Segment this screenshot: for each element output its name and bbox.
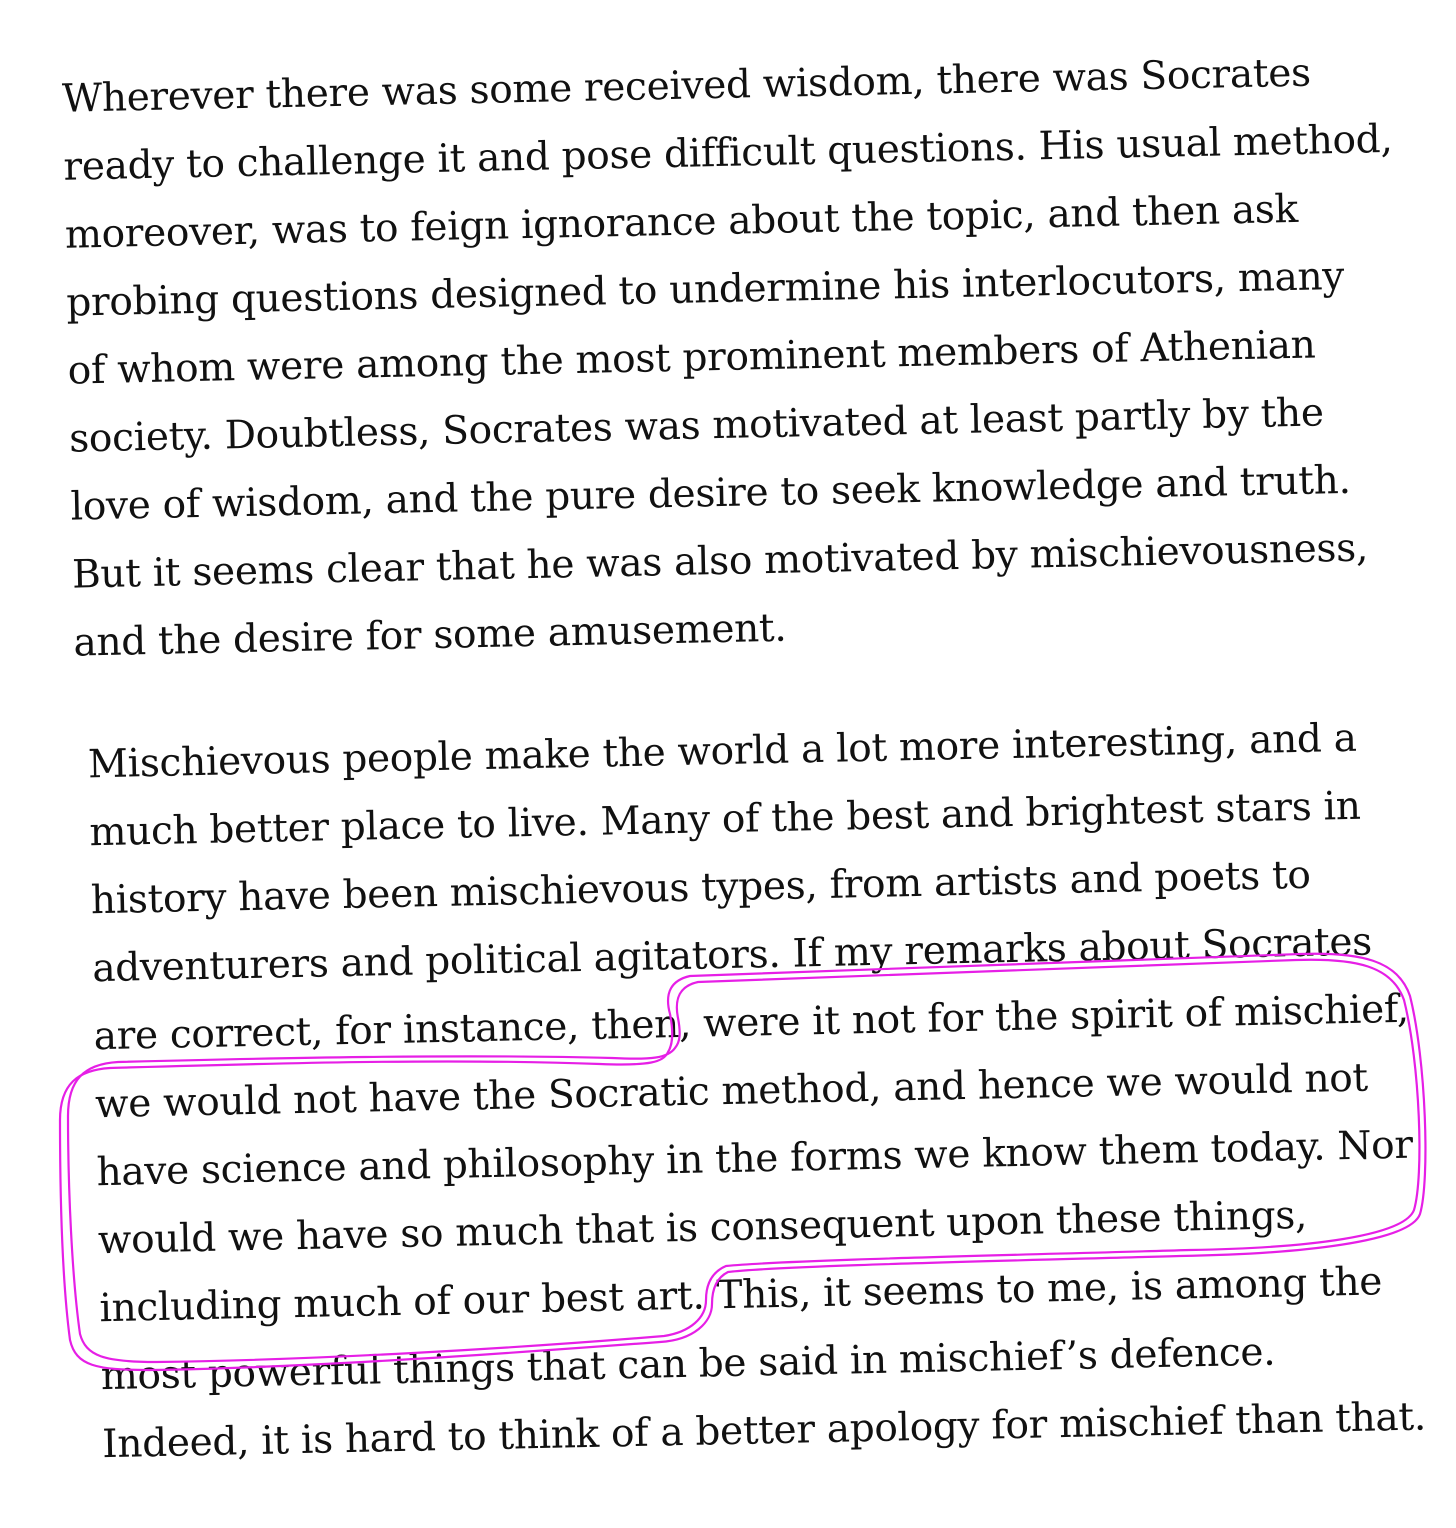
- text-line: Wherever there was some received wisdom, there was Socrates: [61, 50, 1312, 122]
- text-line: But it seems clear that he was also motivated by mischievousness,: [71, 525, 1369, 598]
- text-line: we would not have the Socratic method, and hence we would not: [94, 1055, 1369, 1128]
- text-line: society. Doubtless, Socrates was motivated at least partly by the: [68, 390, 1325, 462]
- text-line: would we have so much that is consequent upon these things,: [97, 1192, 1308, 1264]
- text-line: and the desire for some amusement.: [73, 605, 787, 666]
- text-line: have science and philosophy in the forms we know them today. Nor: [96, 1122, 1414, 1196]
- text-line: history have been mischievous types, from artists and poets to: [90, 852, 1311, 924]
- text-line: including much of our best art. This, it seems to me, is among the: [98, 1259, 1383, 1332]
- text-line: of whom were among the most prominent members of Athenian: [67, 322, 1316, 394]
- text-line: love of wisdom, and the pure desire to seek knowledge and truth.: [70, 457, 1352, 530]
- text-line: are correct, for instance, then, were it not for the spirit of mischief,: [93, 986, 1410, 1060]
- text-line: Indeed, it is hard to think of a better apology for mischief than that.: [101, 1394, 1427, 1468]
- text-line: much better place to live. Many of the best and brightest stars in: [88, 783, 1361, 856]
- text-line: adventurers and political agitators. If my remarks about Socrates: [91, 919, 1373, 992]
- text-line: moreover, was to feign ignorance about the topic, and then ask: [64, 186, 1299, 258]
- text-line: Mischievous people make the world a lot more interesting, and a: [87, 715, 1358, 788]
- text-line: most powerful things that can be said in mischief’s defence.: [100, 1329, 1276, 1400]
- text-line: ready to challenge it and pose difficult questions. His usual method,: [63, 116, 1393, 190]
- text-line: probing questions designed to undermine his interlocutors, many: [65, 253, 1345, 326]
